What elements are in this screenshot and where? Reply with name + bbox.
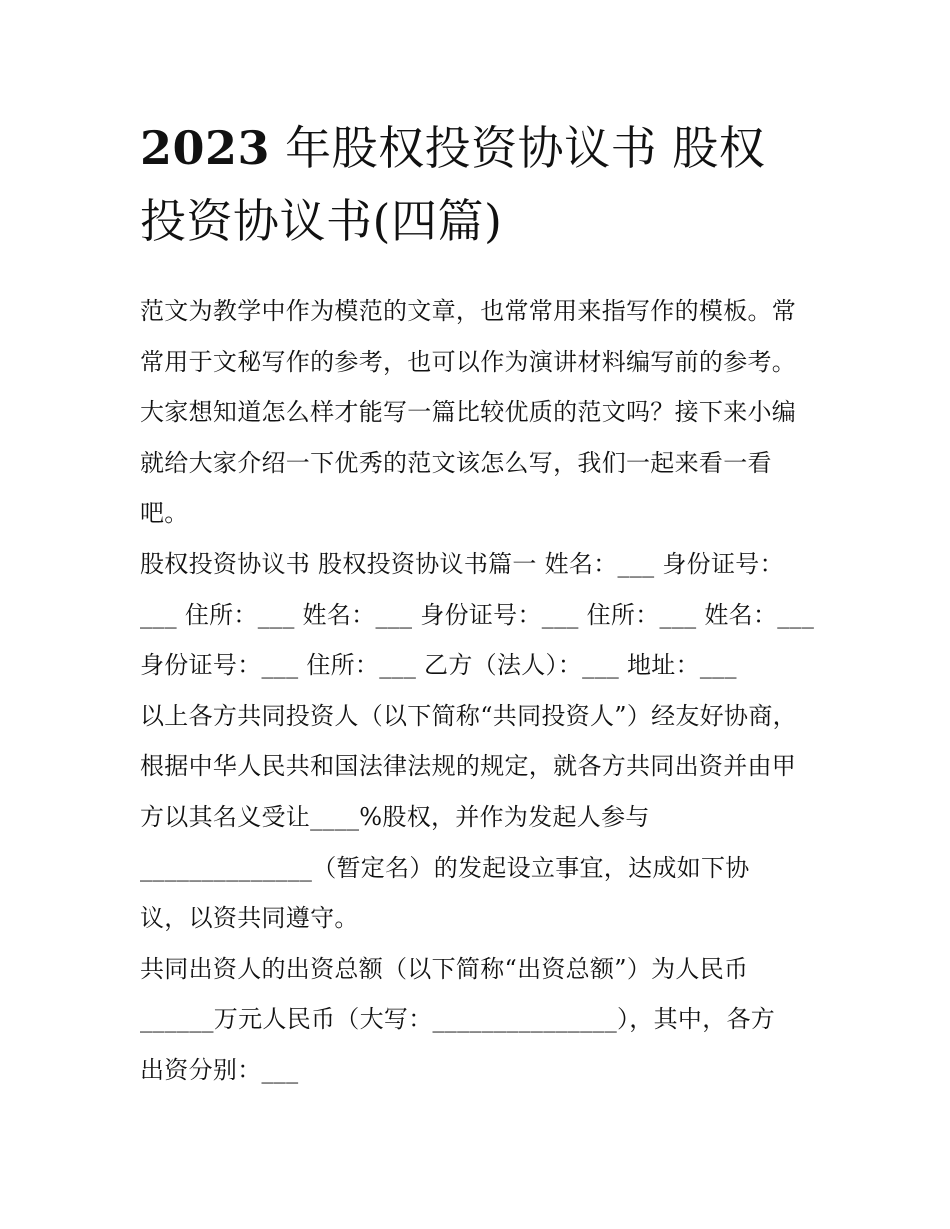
body-line: ______________（暂定名）的发起设立事宜，达成如下协 — [140, 853, 750, 882]
body-line: 股权投资协议书 股权投资协议书篇一 姓名：___ 身份证号： — [140, 549, 784, 578]
body-line: 共同出资人的出资总额（以下简称“出资总额”）为人民币 — [140, 954, 749, 983]
body-line: 范文为教学中作为模范的文章，也常常用来指写作的模板。常 — [140, 297, 797, 325]
body-line: 以上各方共同投资人（以下简称“共同投资人”）经友好协商， — [140, 701, 797, 730]
body-line: ______万元人民币（大写：_______________），其中，各方 — [140, 1005, 776, 1034]
title-line2: 投资协议书(四篇) — [140, 194, 503, 248]
title-line1-rest: 年股权投资协议书 股权 — [270, 121, 766, 175]
body-line: ___ 住所：___ 姓名：___ 身份证号：___ 住所：___ 姓名：___ — [140, 600, 815, 629]
document-body — [140, 286, 820, 1096]
body-line: 议，以资共同遵守。 — [140, 904, 359, 933]
body-line: 就给大家介绍一下优秀的范文该怎么写，我们一起来看一看 — [140, 448, 772, 477]
body-line: 出资分别：___ — [140, 1055, 299, 1084]
body-line: 大家想知道怎么样才能写一篇比较优质的范文吗？接下来小编 — [140, 398, 797, 427]
title-year: 2023 — [140, 121, 271, 175]
body-line: 方以其名义受让____%股权，并作为发起人参与 — [140, 802, 650, 831]
body-line: 根据中华人民共和国法律法规的规定，就各方共同出资并由甲 — [140, 752, 797, 781]
document-title — [140, 112, 820, 258]
body-line: 常用于文秘写作的参考，也可以作为演讲材料编写前的参考。 — [140, 347, 797, 376]
body-line: 身份证号：___ 住所：___ 乙方（法人）：___ 地址：___ — [140, 651, 737, 680]
document-page — [140, 112, 820, 1096]
body-line: 吧。 — [140, 499, 189, 528]
